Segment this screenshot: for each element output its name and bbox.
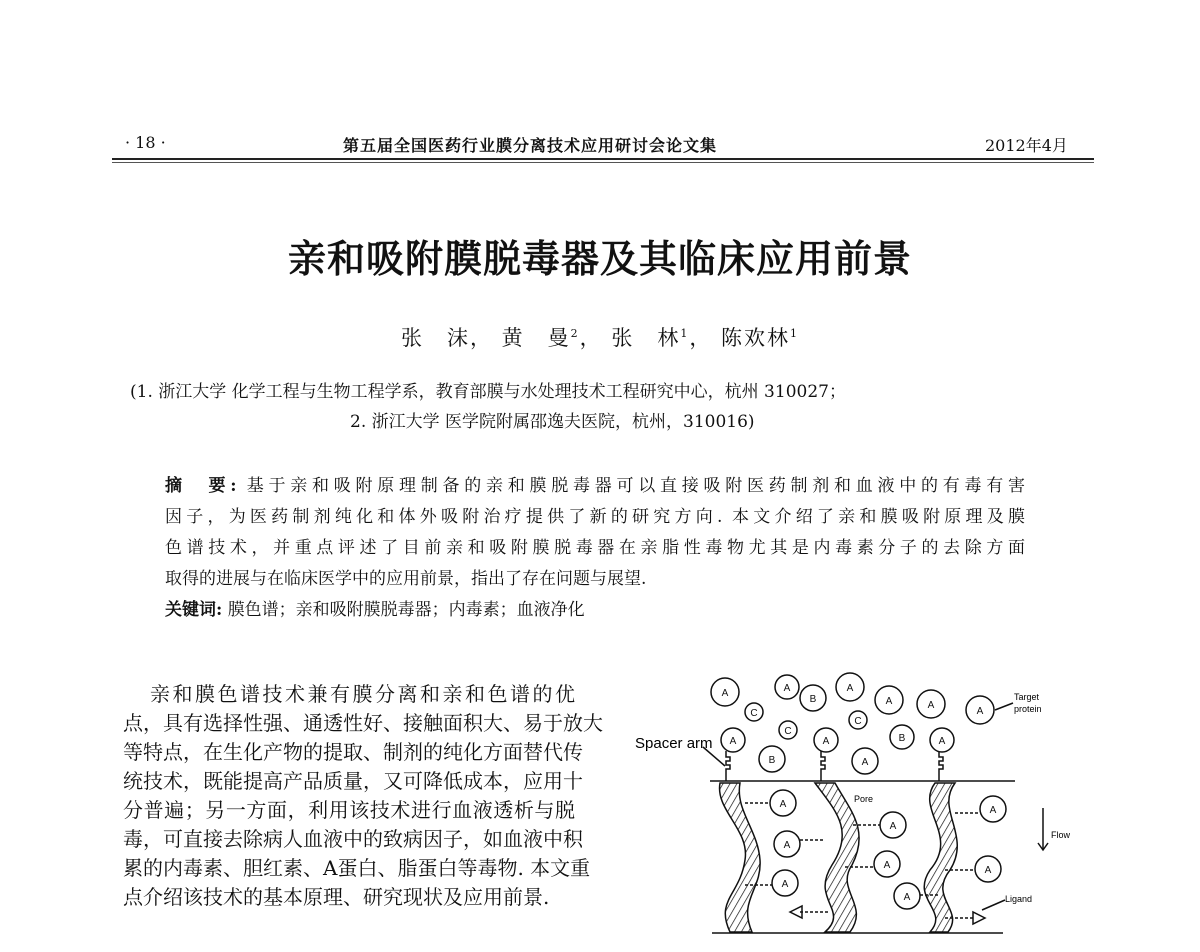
pore-wall xyxy=(815,783,859,932)
header-rule xyxy=(112,158,1094,160)
abstract-text: 基于亲和吸附原理制备的亲和膜脱毒器可以直接吸附医药制剂和血液中的有毒有害 xyxy=(246,476,1025,496)
abstract-line xyxy=(165,471,1025,496)
protein-label: A xyxy=(822,736,830,747)
ligand-leader xyxy=(982,900,1005,910)
author-affil: 1 xyxy=(790,327,800,340)
protein-label: A xyxy=(927,700,935,711)
protein-label: A xyxy=(781,879,789,890)
abstract-line: 取得的进展与在临床医学中的应用前景，指出了存在问题与展望. xyxy=(165,569,647,589)
target-leader xyxy=(995,703,1013,710)
body-line: 分普遍；另一方面，利用该技术进行血液透析与脱 xyxy=(123,798,575,822)
flow-label: Flow xyxy=(1051,830,1071,840)
protein-label: A xyxy=(989,805,997,816)
pore-wall xyxy=(924,783,957,932)
protein-label: A xyxy=(783,683,791,694)
protein-label: A xyxy=(903,892,911,903)
protein-label: C xyxy=(784,726,792,737)
protein-label: C xyxy=(854,716,862,727)
protein-label: A xyxy=(721,688,729,699)
protein-label: B xyxy=(768,755,776,766)
author-name: 黄 曼 xyxy=(501,326,571,350)
author-name: 张 林 xyxy=(611,326,681,350)
ligand xyxy=(973,912,985,924)
journal-name: 第五届全国医药行业膜分离技术应用研讨会论文集 xyxy=(343,136,718,155)
abstract-line: 因子，为医药制剂纯化和体外吸附治疗提供了新的研究方向. 本文介绍了亲和膜吸附原理及膜 xyxy=(165,507,1025,527)
target-protein-label: Target xyxy=(1014,692,1040,702)
abstract-label: 摘 要: xyxy=(165,476,237,496)
protein-label: A xyxy=(885,696,893,707)
author-affil: 2 xyxy=(570,327,580,340)
paper-title: 亲和吸附膜脱毒器及其临床应用前景 xyxy=(287,236,912,281)
affinity-membrane-figure xyxy=(600,660,1100,952)
body-line: 亲和膜色谱技术兼有膜分离和亲和色谱的优 xyxy=(150,682,575,706)
protein-label: B xyxy=(898,733,906,744)
issue-date: 2012年4月 xyxy=(985,136,1068,155)
abstract-line: 色谱技术，并重点评述了目前亲和吸附膜脱毒器在亲脂性毒物尤其是内毒素分子的去除方面 xyxy=(165,538,1025,558)
protein-label: A xyxy=(861,757,869,768)
protein-label: C xyxy=(750,708,758,719)
keywords-text: 膜色谱；亲和吸附膜脱毒器；内毒素；血液净化 xyxy=(227,600,585,620)
body-line: 等特点，在生化产物的提取、制剂的纯化方面替代传 xyxy=(123,740,583,764)
protein-label: A xyxy=(779,799,787,810)
affiliation-2: 2. 浙江大学 医学院附属邵逸夫医院，杭州，310016) xyxy=(350,412,755,432)
author-name: 陈欢林 xyxy=(721,326,791,350)
author-affil: 1 xyxy=(680,327,690,340)
pore-wall xyxy=(720,783,761,932)
ligand-label: Ligand xyxy=(1005,894,1033,904)
author-name: 张 沫 xyxy=(400,326,470,350)
keywords-label: 关键词: xyxy=(165,600,223,620)
keywords xyxy=(165,595,585,620)
body-line: 点介绍该技术的基本原理、研究现状及应用前景. xyxy=(123,885,550,909)
affiliation-1: (1. 浙江大学 化学工程与生物工程学系，教育部膜与水处理技术工程研究中心，杭州 310027； xyxy=(130,382,846,402)
header-rule-thin xyxy=(112,162,1094,163)
protein-label: A xyxy=(889,821,897,832)
spacer-arm xyxy=(726,751,730,781)
protein-label: A xyxy=(883,860,891,871)
protein-label: A xyxy=(846,683,854,694)
body-line: 累的内毒素、胆红素、A蛋白、脂蛋白等毒物. 本文重 xyxy=(123,856,591,880)
body-line: 毒，可直接去除病人血液中的致病因子，如血液中积 xyxy=(123,827,583,851)
target-protein-label: protein xyxy=(1014,704,1042,714)
protein-label: A xyxy=(729,736,737,747)
spacer-arm xyxy=(821,751,825,781)
spacer-arm-label: Spacer arm xyxy=(635,735,713,752)
spacer-arm xyxy=(939,751,943,781)
page-number: · 18 · xyxy=(125,133,166,152)
pore-label: Pore xyxy=(854,794,874,804)
protein-label: A xyxy=(976,706,984,717)
body-line: 统技术，既能提高产品质量，又可降低成本，应用十 xyxy=(123,769,583,793)
protein-label: A xyxy=(938,736,946,747)
protein-label: A xyxy=(984,865,992,876)
body-line: 点，具有选择性强、通透性好、接触面积大、易于放大 xyxy=(123,711,603,735)
author-list: 张 沫， 黄 曼$^2$， 张 林$^1$， 陈欢林$^1$ xyxy=(400,326,800,350)
protein-label: A xyxy=(783,840,791,851)
protein-label: B xyxy=(809,694,817,705)
